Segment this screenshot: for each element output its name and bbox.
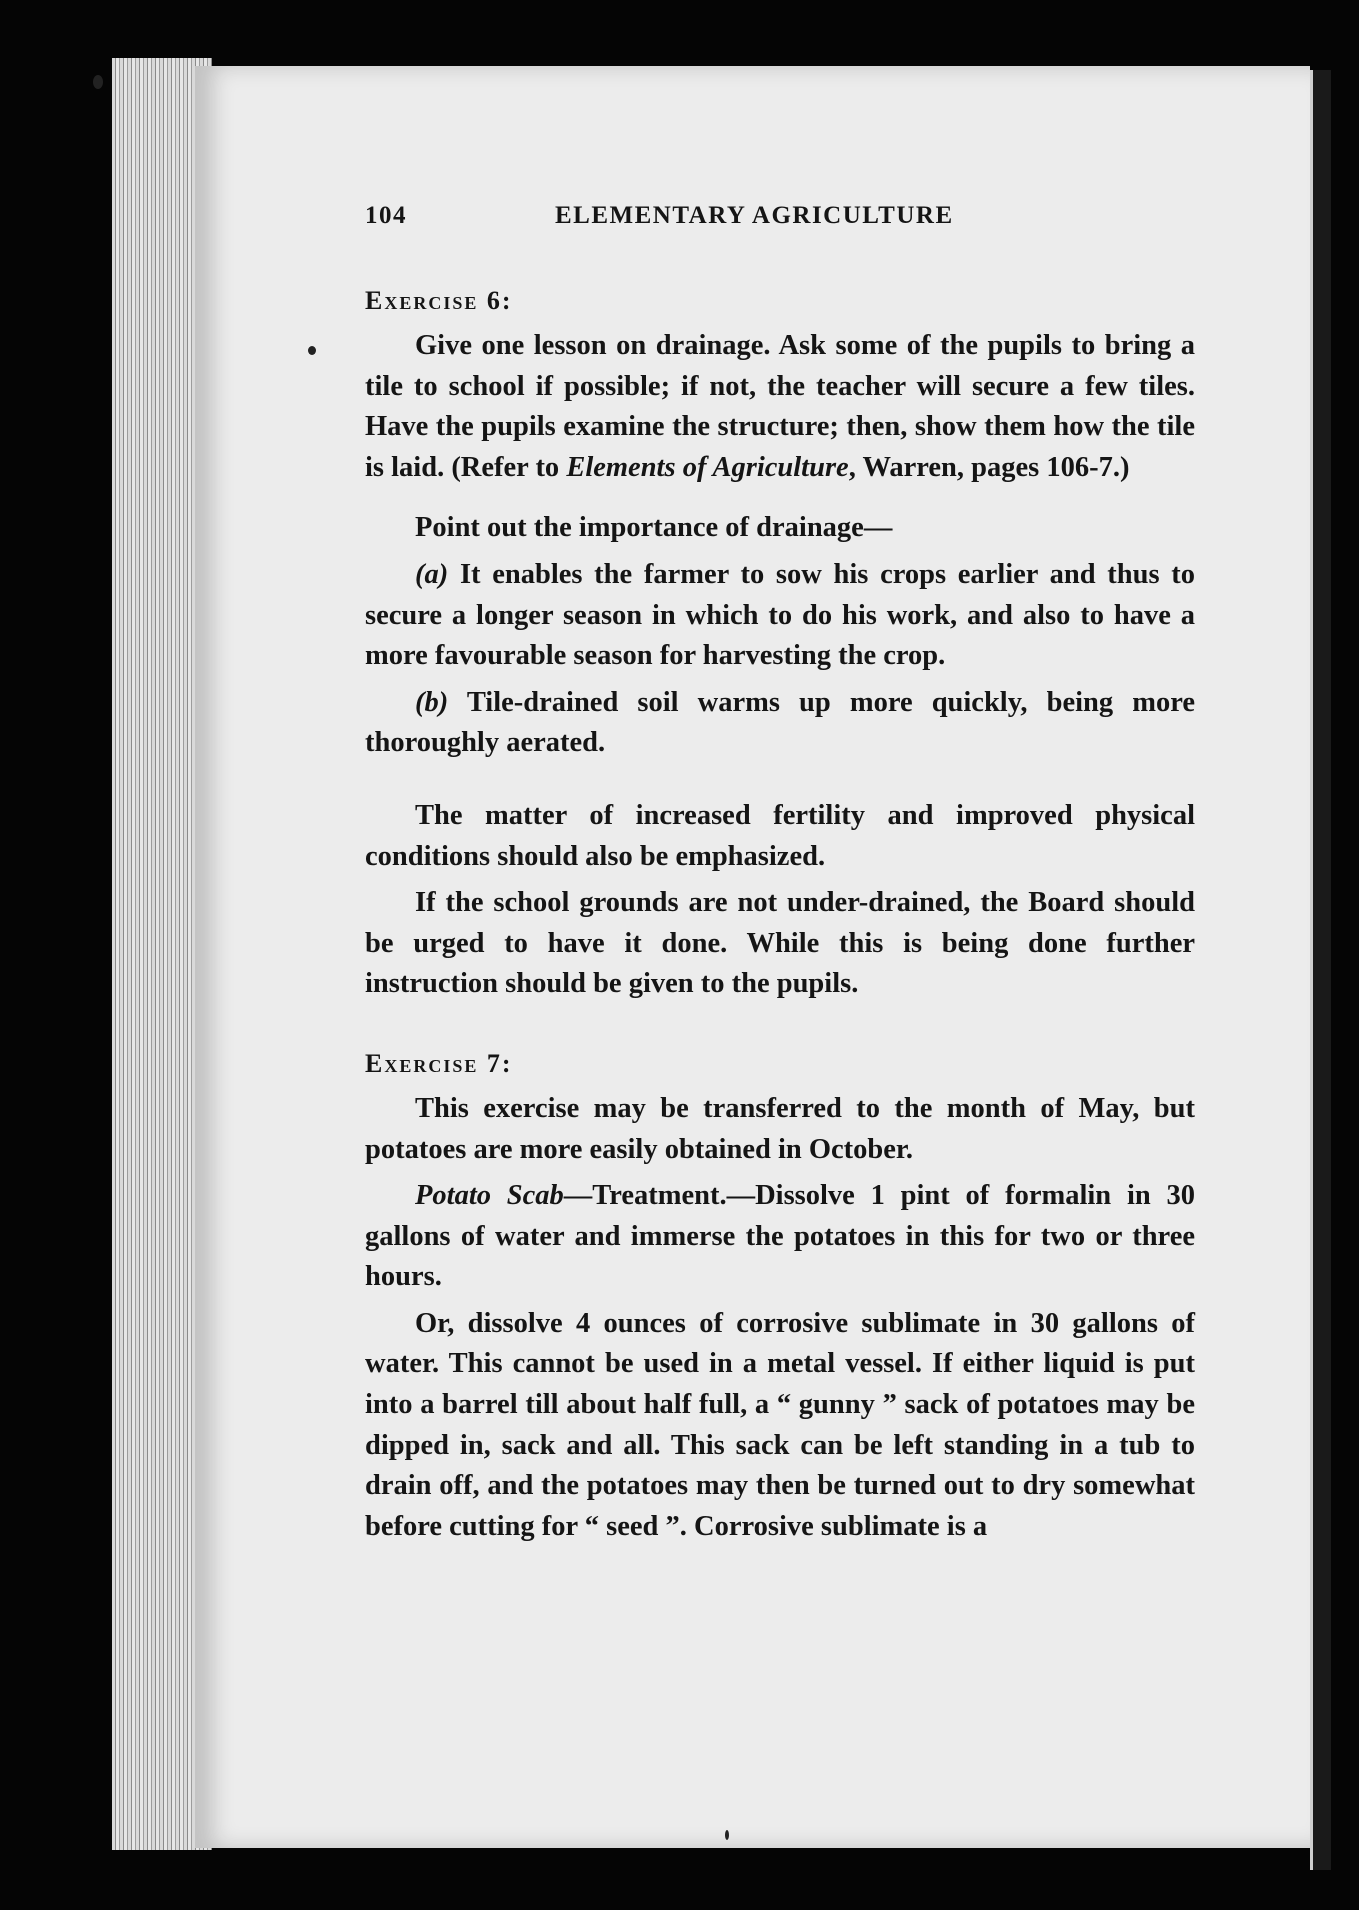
exercise-6-paragraph bbox=[365, 326, 1195, 488]
scan-speck bbox=[725, 1830, 729, 1840]
page-number: 104 bbox=[365, 202, 407, 229]
fertility-paragraph: The matter of increased fertility and improved physical conditions should also be emphasized. bbox=[365, 799, 1195, 872]
page-text bbox=[365, 200, 1195, 1547]
paragraph-text: Give one lesson on drainage. Ask some of the pupils to bring a tile to school if possible; if not, the teacher will secure a few tiles. Have the pupils examine the structure; then, show them how the tile is laid. (Refer to bbox=[365, 330, 1195, 483]
running-head bbox=[365, 202, 1195, 242]
item-a-text: It enables the farmer to sow his crops earlier and thus to secure a longer season in which to do his work, and also to have a more favourable season for harvesting the crop. bbox=[365, 558, 1196, 672]
item-a bbox=[365, 555, 1195, 677]
corrosive-sublimate-paragraph: Or, dissolve 4 ounces of corrosive sublimate in 30 gallons of water. This cannot be used in a metal vessel. If either liquid is put into a barrel till about half full, a “ gunny ” sack of potatoes may be dipped in, sack and all. This sack can be left standing in a tub to drain off, and the potatoes may then be turned out to dry somewhat before cutting for “ seed ”. Corrosive sublimate is a bbox=[365, 1307, 1195, 1542]
item-b-label: (b) bbox=[415, 686, 449, 718]
treatment-text: —Treatment.—Dissolve 1 pint of formalin in 30 gallons of water and immerse the potatoes in this for two or three hours. bbox=[365, 1180, 1196, 1293]
item-a-label: (a) bbox=[415, 558, 449, 590]
paragraph-text: , Warren, pages 106-7.) bbox=[848, 451, 1130, 483]
scan-speck bbox=[93, 75, 103, 89]
book-title: Elements of Agriculture bbox=[566, 451, 849, 483]
item-b-text: Tile-drained soil warms up more quickly, being more thoroughly aerated. bbox=[365, 686, 1195, 759]
running-title: ELEMENTARY AGRICULTURE bbox=[555, 202, 954, 229]
exercise-7-intro: This exercise may be transferred to the month of May, but potatoes are more easily obtained in October. bbox=[365, 1092, 1195, 1165]
drainage-intro: Point out the importance of drainage— bbox=[415, 512, 893, 544]
item-b bbox=[365, 683, 1195, 764]
potato-scab-term: Potato Scab bbox=[415, 1180, 564, 1212]
exercise-6-heading: Exercise 6: bbox=[365, 286, 513, 315]
book-right-edge bbox=[1310, 70, 1331, 1870]
school-grounds-paragraph: If the school grounds are not under-drained, the Board should be urged to have it done. While this is being done further instruction should be given to the pupils. bbox=[365, 887, 1195, 1000]
exercise-7-heading: Exercise 7: bbox=[365, 1048, 513, 1078]
potato-scab-paragraph bbox=[365, 1176, 1195, 1298]
scan-speck bbox=[308, 346, 316, 355]
